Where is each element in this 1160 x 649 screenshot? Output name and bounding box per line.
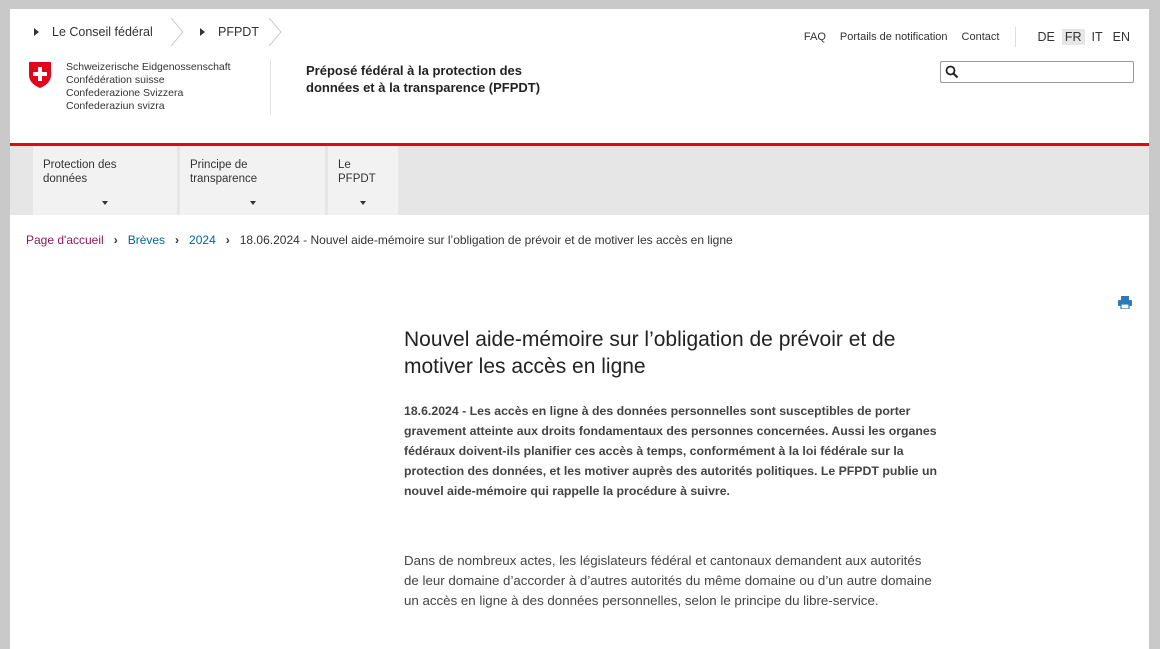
lang-fr[interactable]: FR bbox=[1062, 29, 1085, 45]
topbar-crumb-pfpdt[interactable] bbox=[200, 19, 259, 45]
nav-item-label: Protection des bbox=[43, 159, 117, 171]
confederation-line-it: Confederazione Svizzera bbox=[66, 87, 184, 99]
notification-portals-link[interactable]: Portails de notification bbox=[839, 31, 948, 43]
topbar-crumb-label: Le Conseil fédéral bbox=[52, 25, 153, 39]
triangle-right-icon bbox=[200, 28, 205, 36]
search-box bbox=[940, 61, 1134, 83]
header-divider bbox=[270, 59, 271, 115]
breadcrumb-home[interactable]: Page d'accueil bbox=[26, 233, 104, 247]
chevron-right-icon: › bbox=[175, 233, 180, 247]
confederation-line-de: Schweizerische Eidgenossenschaft bbox=[66, 61, 231, 73]
breadcrumb bbox=[26, 233, 733, 247]
print-icon[interactable] bbox=[1118, 296, 1132, 309]
chevron-right-icon: › bbox=[225, 233, 230, 247]
confederation-name bbox=[66, 61, 231, 113]
chevron-separator-icon bbox=[170, 18, 184, 46]
chevron-right-icon: › bbox=[113, 233, 118, 247]
agency-title-line1: Préposé fédéral à la protection des bbox=[306, 63, 523, 78]
nav-item-protection-des-donnees[interactable] bbox=[33, 146, 177, 215]
chevron-separator-icon bbox=[268, 18, 282, 46]
nav-item-le-pfpdt[interactable] bbox=[328, 146, 398, 215]
contact-link[interactable]: Contact bbox=[961, 31, 1000, 43]
caret-down-icon bbox=[250, 201, 256, 205]
swiss-coat-of-arms-icon[interactable] bbox=[28, 61, 52, 89]
language-switcher bbox=[1030, 29, 1133, 45]
lang-en[interactable]: EN bbox=[1112, 30, 1130, 44]
article-body-paragraph: Dans de nombreux actes, les législateurs fédéral et cantonaux demandent aux autorités de leur domaine d’accorder à d’autres autorités du même domaine ou d’un autre domaine un accès en ligne à des données personnelles, selon le principe du libre-service. bbox=[404, 553, 932, 608]
main-nav bbox=[10, 146, 1149, 215]
faq-link[interactable]: FAQ bbox=[803, 31, 826, 43]
breadcrumb-current: 18.06.2024 - Nouvel aide-mémoire sur l’obligation de prévoir et de motiver les accès en ligne bbox=[239, 233, 733, 247]
lang-it[interactable]: IT bbox=[1091, 30, 1103, 44]
lang-de[interactable]: DE bbox=[1037, 30, 1055, 44]
agency-title-line2: données et à la transparence (PFPDT) bbox=[306, 80, 541, 95]
topbar-crumb-conseil-federal[interactable] bbox=[34, 19, 153, 45]
nav-item-label: Le PFPDT bbox=[338, 159, 376, 185]
caret-down-icon bbox=[102, 201, 108, 205]
triangle-right-icon bbox=[34, 28, 39, 36]
topbar-crumb-label: PFPDT bbox=[218, 25, 259, 39]
breadcrumb-breves[interactable]: Brèves bbox=[127, 233, 166, 247]
agency-title[interactable] bbox=[306, 62, 540, 96]
search-icon[interactable] bbox=[945, 65, 959, 79]
utility-nav bbox=[790, 27, 1135, 47]
search-input[interactable] bbox=[963, 64, 1129, 80]
confederation-line-rm: Confederaziun svizra bbox=[66, 100, 165, 112]
page bbox=[10, 9, 1149, 649]
nav-item-label: transparence bbox=[190, 173, 258, 185]
breadcrumb-2024[interactable]: 2024 bbox=[189, 233, 216, 247]
nav-item-label: données bbox=[43, 173, 88, 185]
article-lead: 18.6.2024 - Les accès en ligne à des données personnelles sont susceptibles de porter gravement atteinte aux droits fondamentaux des personnes concernées. Aussi les organes fédéraux doivent-ils planifier ces accès à temps, conformément à la loi fédérale sur la protection des données, et les motiver auprès des autorités politiques. Le PFPDT publie un nouvel aide-mémoire qui rappelle la procédure à suivre. bbox=[404, 404, 937, 498]
top-bar bbox=[10, 9, 1149, 51]
confederation-line-fr: Confédération suisse bbox=[66, 74, 165, 86]
article-title: Nouvel aide-mémoire sur l’obligation de prévoir et de motiver les accès en ligne bbox=[404, 328, 896, 378]
nav-item-principe-de-transparence[interactable] bbox=[180, 146, 325, 215]
divider bbox=[1015, 27, 1016, 47]
caret-down-icon bbox=[360, 201, 366, 205]
nav-item-label: Principe de bbox=[190, 159, 248, 171]
